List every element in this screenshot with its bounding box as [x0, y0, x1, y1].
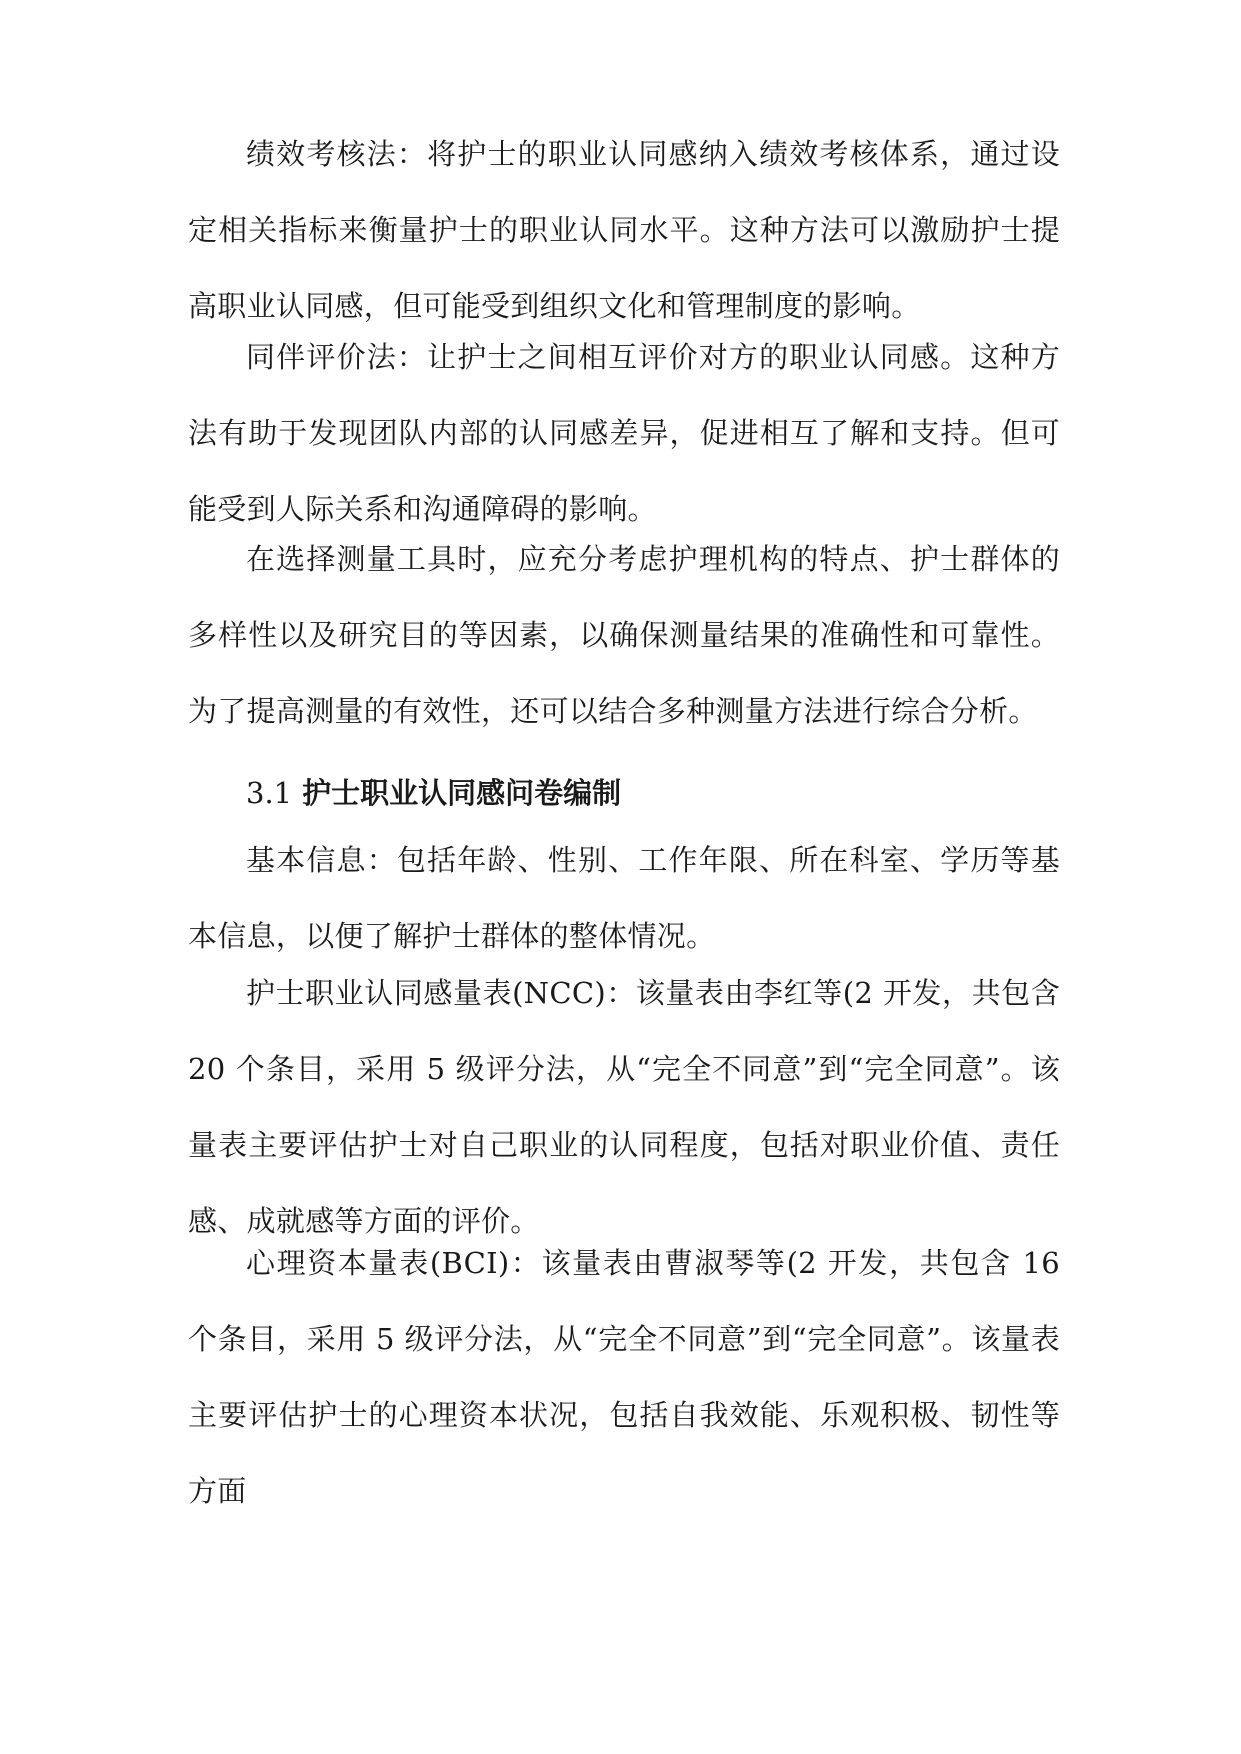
section-heading	[246, 755, 621, 831]
section-number: 3.1	[246, 776, 293, 810]
paragraph-bci-scale: 心理资本量表(BCI)：该量表由曹淑琴等(2 开发，共包含 16 个条目，采用 5 级评分法，从“完全不同意”到“完全同意”。该量表主要评估护士的心理资本状况，包括自我效能、乐观积极、韧性等方面	[188, 1246, 1060, 1508]
paragraph-peer-evaluation: 同伴评价法：让护士之间相互评价对方的职业认同感。这种方法有助于发现团队内部的认同感差异，促进相互了解和支持。但可能受到人际关系和沟通障碍的影响。	[188, 340, 1060, 526]
paragraph-tool-selection: 在选择测量工具时，应充分考虑护理机构的特点、护士群体的多样性以及研究目的等因素，以确保测量结果的准确性和可靠性。为了提高测量的有效性，还可以结合多种测量方法进行综合分析。	[188, 542, 1060, 728]
paragraph-basic-info: 基本信息：包括年龄、性别、工作年限、所在科室、学历等基本信息，以便了解护士群体的整体情况。	[188, 843, 1060, 953]
paragraph-ncc-scale: 护士职业认同感量表(NCC)：该量表由李红等(2 开发，共包含 20 个条目，采用 5 级评分法，从“完全不同意”到“完全同意”。该量表主要评估护士对自己职业的认同程度，包括对职业价值、责任感、成就感等方面的评价。	[188, 976, 1060, 1238]
paragraph-performance-appraisal: 绩效考核法：将护士的职业认同感纳入绩效考核体系，通过设定相关指标来衡量护士的职业认同水平。这种方法可以激励护士提高职业认同感，但可能受到组织文化和管理制度的影响。	[188, 137, 1060, 323]
section-title: 护士职业认同感问卷编制	[302, 776, 622, 810]
